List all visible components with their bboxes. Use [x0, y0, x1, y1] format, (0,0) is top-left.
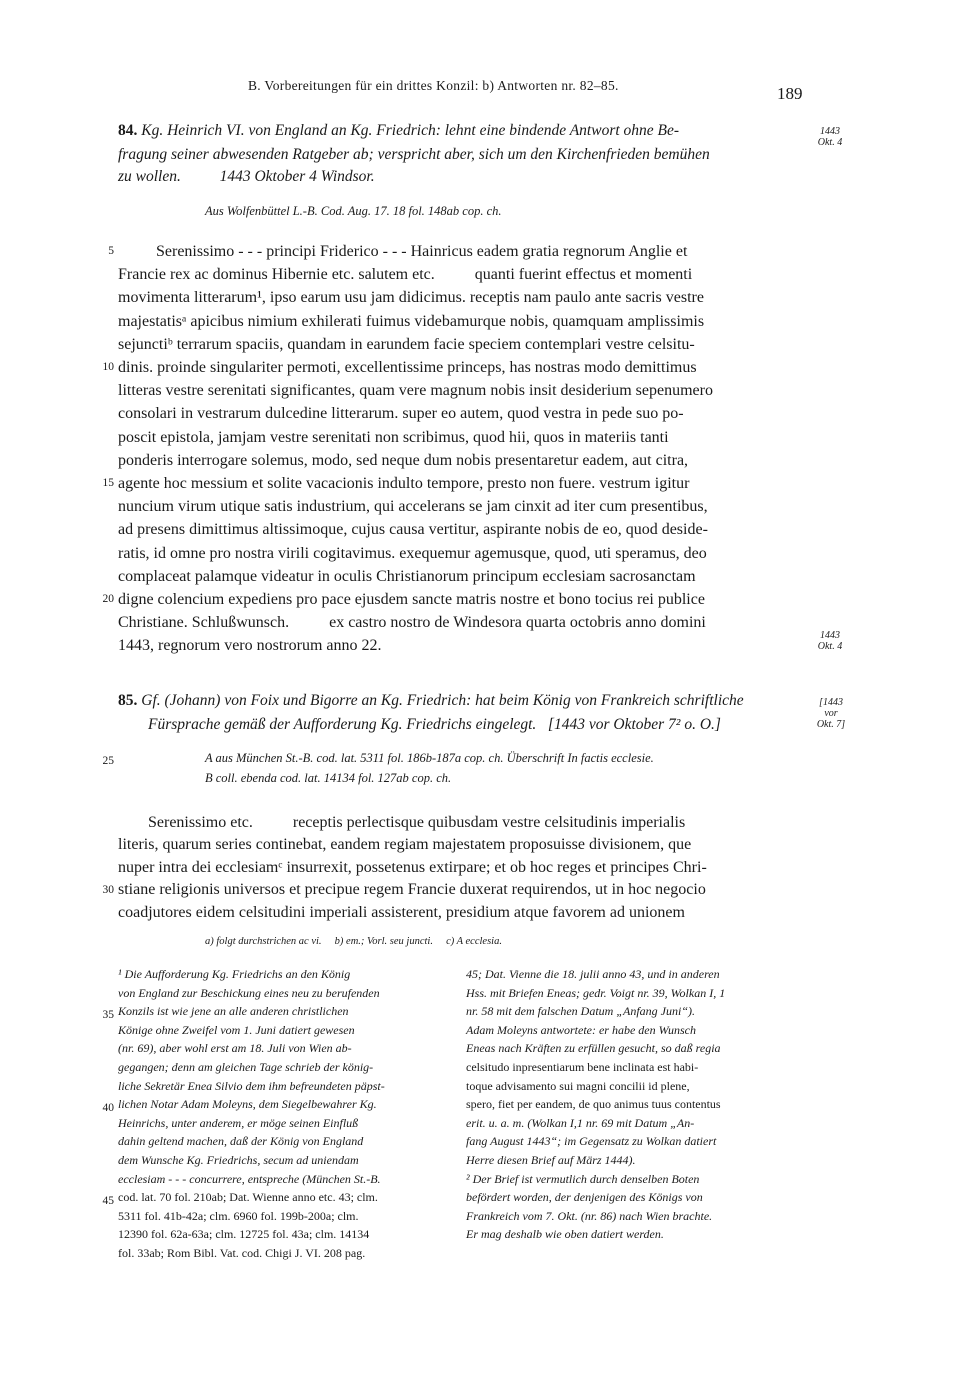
- footnote-line: fol. 33ab; Rom Bibl. Vat. cod. Chigi J. VI. 208 pag.: [118, 1245, 366, 1260]
- doc84-source: Aus Wolfenbüttel L.-B. Cod. Aug. 17. 18 fol. 148ab cop. ch.: [205, 204, 502, 218]
- doc84-heading-text: Kg. Heinrich VI. von England an Kg. Friedrich: lehnt eine bindende Antwort ohne Be-: [141, 122, 680, 139]
- line-number: 40: [102, 1102, 114, 1114]
- text-line: dinis. proinde singulariter permoti, excellentissime princeps, has nostras modo demittimus: [118, 359, 697, 377]
- text-line: ratis, id omne pro nostra virili cogitavimus. exequemur agemusque, quod, uti speramus, deo: [118, 544, 707, 562]
- text-line: sejunctiᵇ terrarum spaciis, quandam in earundem facie speciem contemplari vestre celsitu-: [118, 335, 695, 353]
- doc84-number: 84.: [118, 122, 138, 139]
- footnote-line: fang August 1443“; im Gegensatz zu Wolkan datiert: [466, 1134, 717, 1149]
- text-line: complaceat palamque videatur in oculis Christianorum principum ecclesiam sacrosanctam: [118, 567, 696, 585]
- footnote-line: toque advisamento sui magni concilii id plene,: [466, 1078, 690, 1093]
- footnote-line: befördert worden, der denjenigen des Königs von: [466, 1190, 703, 1205]
- margin-year: 1443: [820, 630, 840, 641]
- footnote-line: Er mag deshalb wie oben datiert werden.: [466, 1227, 664, 1242]
- footnote-line: dahin geltend machen, daß der König von England: [118, 1134, 364, 1149]
- text-line: nuncium virum utique satis industrium, qui accelerans se jam cinxit ad iter cum presentibus,: [118, 498, 708, 516]
- text-line: digne colencium expediens pro pace ejusdem sancte matris nostre et bono tocius rei publice: [118, 591, 705, 609]
- footnote-line: Adam Moleyns antwortete: er habe den Wunsch: [466, 1022, 696, 1037]
- footnote-line: Konzils ist wie jene an alle anderen christlichen: [118, 1004, 349, 1019]
- text-line: stiane religionis universos et precipue regem Francie duxerat requirendos, ut in hoc negocio: [118, 881, 706, 899]
- margin-day: Okt. 4: [817, 641, 843, 652]
- variant-notes: a) folgt durchstrichen ac vi. b) em.; Vorl. seu juncti. c) A ecclesia.: [205, 936, 502, 947]
- footnote-line: 12390 fol. 62a-63a; clm. 12725 fol. 43a; clm. 14134: [118, 1227, 370, 1242]
- text-line: consolari in vestrarum dulcedine litterarum. super eo autem, quod vestra in pede suo po-: [118, 405, 684, 423]
- footnote-line: ¹ Die Aufforderung Kg. Friedrichs an den König: [118, 967, 351, 981]
- footnote-line: Hss. mit Briefen Eneas; gedr. Voigt nr. 39, Wolkan I, 1: [466, 985, 726, 1000]
- line-number: 45: [102, 1195, 114, 1207]
- footnote-line: spero, fiet per eandem, de quo animus tuus contentus: [466, 1097, 721, 1112]
- footnotes-right: [466, 965, 806, 1244]
- footnotes-left: [118, 965, 448, 1263]
- footnote-line: 45; Dat. Vienne die 18. julii anno 43, und in anderen: [466, 967, 720, 981]
- margin-year: [1443: [819, 697, 843, 708]
- footnote-line: Herre diesen Brief auf März 1444).: [466, 1152, 636, 1167]
- doc85-margin-date: [808, 697, 854, 730]
- line-number: 15: [102, 477, 114, 489]
- text-line: agente hoc messium et solite vacacionis indulto tempore, presto non fuere. vestrum igitur: [118, 475, 690, 493]
- footnote-line: (nr. 69), aber wohl erst am 18. Juli von Wien ab-: [118, 1041, 352, 1056]
- text-line: Christiane. Schlußwunsch. ex castro nostro de Windesora quarta octobris anno domini: [118, 614, 706, 632]
- doc85-number: 85.: [118, 692, 138, 709]
- text-line: poscit epistola, jamjam vestre serenitati non scribimus, quod hii, quos in materiis tanti: [118, 428, 669, 446]
- footnote-line: ² Der Brief ist vermutlich durch denselben Boten: [466, 1171, 700, 1186]
- footnote-line: Heinrichs, unter anderem, er möge seinen Einfluß: [118, 1115, 359, 1130]
- footnote-line: ecclesiam - - - concurrere, entspreche (München St.-B.: [118, 1171, 381, 1186]
- margin-day: Okt. 4: [817, 137, 843, 148]
- doc84-heading-line: fragung seiner abwesenden Ratgeber ab; verspricht aber, sich um den Kirchenfrieden bemühen: [118, 146, 710, 163]
- text-line: coadjutores eidem celsitudini imperiali assisterent, presidium atque favorem ad unionem: [118, 903, 685, 921]
- doc85-text: [118, 812, 802, 924]
- line-number: 10: [102, 361, 114, 373]
- doc85-source-a: A aus München St.-B. cod. lat. 5311 fol. 186b-187a cop. ch. Überschrift In factis ecclesie.: [205, 751, 654, 765]
- text-line: ad presens dimittimus altissimoque, cujus causa vertitur, aspirante nobis de eo, quod deside-: [118, 521, 708, 539]
- text-line: 1443, regnorum vero nostrorum anno 22.: [118, 637, 382, 655]
- text-line: movimenta litterarum¹, ipso earum usu jam didicimus. receptis nam paulo ante sacris vestre: [118, 289, 704, 307]
- footnote-line: lichen Notar Adam Moleyns, dem Siegelbewahrer Kg.: [118, 1097, 377, 1112]
- footnote-line: Könige ohne Zweifel vom 1. Juni datiert gewesen: [118, 1022, 355, 1037]
- page-number: 189: [777, 84, 803, 103]
- text-line: ponderis interrogare solemus, modo, sed neque dum nobis presentaretur eadem, aut citra,: [118, 451, 689, 469]
- doc84-text: [118, 240, 802, 658]
- text-line: Francie rex ac dominus Hibernie etc. salutem etc. quanti fuerint effectus et momenti: [118, 266, 693, 284]
- line-number: 20: [102, 593, 114, 605]
- text-line: litteras vestre serenitati significantes, quam vere magnum nobis insit desiderium sepenumero: [118, 382, 713, 400]
- footnote-line: dem Wunsche Kg. Friedrichs, secum ad uniendam: [118, 1152, 359, 1167]
- doc84-heading-line: [118, 122, 679, 140]
- doc85-source-b: B coll. ebenda cod. lat. 14134 fol. 127ab cop. ch.: [205, 771, 452, 785]
- line-number: 25: [102, 755, 114, 767]
- text-line: literis, quarum series continebat, eandem regiam majestatem proposuisse divisionem, que: [118, 836, 692, 854]
- footnote-line: cod. lat. 70 fol. 210ab; Dat. Wienne anno etc. 43; clm.: [118, 1190, 378, 1205]
- line-number: 5: [108, 245, 114, 257]
- footnote-line: liche Sekretär Enea Silvio dem ihm befreundeten päpst-: [118, 1078, 385, 1093]
- doc85-heading-text: Gf. (Johann) von Foix und Bigorre an Kg. Friedrich: hat beim König von Frankreich schriftliche: [141, 692, 744, 709]
- line-number: 35: [102, 1009, 114, 1021]
- footnote-line: Eneas nach Kräften zu erfüllen gesucht, so daß regia: [466, 1041, 721, 1056]
- margin-year: 1443: [820, 126, 840, 137]
- text-line: nuper intra dei ecclesiamᶜ insurrexit, possetenus extirpare; et ob hoc reges et principes Chri-: [118, 858, 707, 876]
- footnote-line: nr. 58 mit dem falschen Datum „Anfang Juni“).: [466, 1004, 695, 1019]
- footnote-line: Frankreich vom 7. Okt. (nr. 86) nach Wien brachte.: [466, 1208, 713, 1223]
- text-line: Serenissimo etc. receptis perlectisque quibusdam vestre celsitudinis imperialis: [148, 814, 686, 831]
- running-head: B. Vorbereitungen für ein drittes Konzil: b) Antworten nr. 82–85.: [248, 78, 619, 93]
- text-line: Serenissimo - - - principi Friderico - - - Hainricus eadem gratia regnorum Anglie et: [156, 243, 688, 260]
- footnote-line: celsitudo inpresentiarum bene inclinata est habi-: [466, 1059, 699, 1074]
- text-line: majestatisᵃ apicibus nimium exhilerati fuimus videbamurque nobis, quamquam amplissimis: [118, 312, 705, 330]
- margin-qualifier: vor: [824, 708, 838, 719]
- footnote-line: von England zur Beschickung eines neu zu berufenden: [118, 985, 380, 1000]
- doc84-margin-date: [810, 126, 850, 148]
- doc84-end-margin-date: [810, 630, 850, 652]
- margin-day: Okt. 7]: [816, 719, 846, 730]
- doc84-heading-line: zu wollen. 1443 Oktober 4 Windsor.: [118, 168, 375, 185]
- footnote-line: gegangen; denn am gleichen Tage schrieb der könig-: [118, 1059, 374, 1074]
- doc85-heading-line: [118, 692, 744, 710]
- line-number: 30: [102, 884, 114, 896]
- doc85-heading-line: Fürsprache gemäß der Aufforderung Kg. Friedrichs eingelegt. [1443 vor Oktober 7² o. O.]: [148, 716, 721, 733]
- footnote-line: erit. u. a. m. (Wolkan I,1 nr. 69 mit Datum „An-: [466, 1115, 695, 1130]
- footnote-line: 5311 fol. 41b-42a; clm. 6960 fol. 199b-200a; clm.: [118, 1208, 359, 1223]
